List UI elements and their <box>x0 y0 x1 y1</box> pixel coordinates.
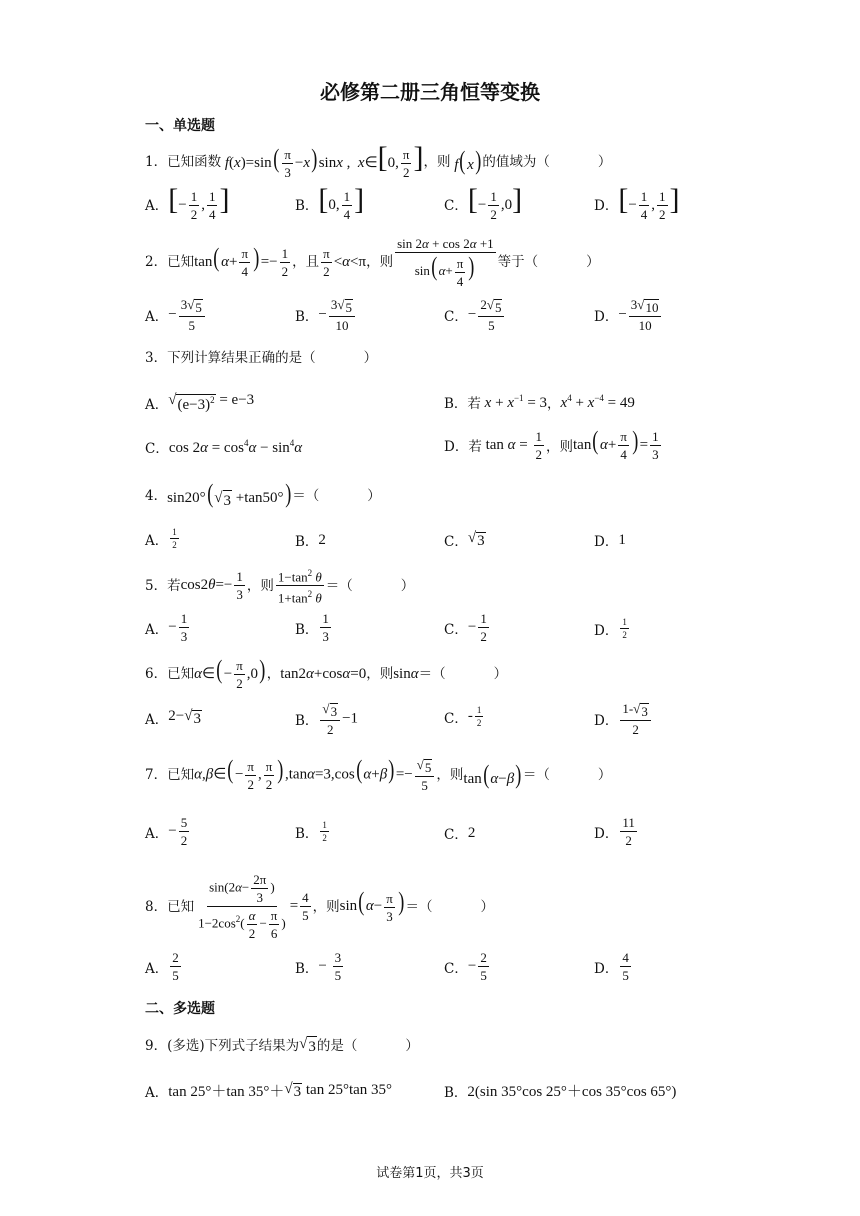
option-a[interactable]: A． − 3√ 5 5 <box>145 297 207 333</box>
option-a[interactable]: A． $\frac{1}{2}$ <box>145 527 177 550</box>
option-b[interactable]: B． − 3√ 5 10 <box>295 297 357 333</box>
option-b[interactable]: B． √ 3 2 −1 <box>295 701 359 737</box>
question-7: 7． 已知 α,β∈(− $\frac{\pi}{2}$ , $\frac{\pi}{2}$ ),tanα=3,cos(α+β)=− √ 5 5 ，则 tan(α−β) ＝（ ） <box>145 755 612 793</box>
question-4: 4． sin20°(√ 3 +tan50°) ＝（ ） <box>145 479 381 509</box>
option-c[interactable]: C． 2 <box>444 824 476 843</box>
option-a[interactable]: A． − $\frac{1}{3}$ <box>145 611 188 644</box>
question-6: 6． 已知 α∈(− $\frac{\pi}{2}$ ,0) ， tan2α+cosα=0 ，则 sinα ＝（ ） <box>145 655 508 692</box>
option-d[interactable]: D． [− $\frac{1}{4}$ , $\frac{1}{2}$ ] <box>594 183 680 223</box>
option-b[interactable]: B． − $\frac{3}{5}$ <box>295 950 342 983</box>
option-b[interactable]: B． $\frac{1}{2}$ <box>295 820 327 843</box>
option-d[interactable]: D． $\frac{11}{2}$ <box>594 815 635 848</box>
option-c[interactable]: C． - $\frac{1}{2}$ <box>444 705 482 728</box>
question-9: 9． (多选)下列式子结果为 √ 3 的是（ ） <box>145 1036 419 1055</box>
option-c[interactable]: C． $\cos 2\alpha = \cos^4\alpha - \sin^4\alpha$ <box>145 437 303 457</box>
option-c[interactable]: C． − $\frac{2}{5}$ <box>444 950 487 983</box>
option-a[interactable]: A． [− $\frac{1}{2}$ , $\frac{1}{4}$ ] <box>145 183 230 223</box>
question-5: 5． 若 cos2θ=− $\frac{1}{3}$ ，则 $\frac{1-\tan^2 \theta}{1+\tan^2 \theta}$ ＝（ ） <box>145 568 415 606</box>
option-d[interactable]: D． − 3√ 10 10 <box>594 297 663 333</box>
option-c[interactable]: C． − 2√ 5 5 <box>444 297 506 333</box>
option-c[interactable]: C． − $\frac{1}{2}$ <box>444 611 487 644</box>
option-c[interactable]: C． [− $\frac{1}{2}$ ,0] <box>444 183 523 223</box>
question-8: 8． 已知 sin(2α− $\frac{2\pi}{3}$ ) $1-2\cos^2$( $\frac{\alpha}{2}$ − $\frac{\pi}{6}$ ) = $\frac{4}{5}$ ，则 sin(α− $\frac{\pi}{3}$ ) ＝（ ） <box>145 872 494 941</box>
option-d[interactable]: D． $\frac{4}{5}$ <box>594 950 629 983</box>
question-3: 3． 下列计算结果正确的是（ ） <box>145 350 378 366</box>
question-1: 1． 已知函数 f(x)=sin( $\frac{\pi}{3}$ −x)sinx , x∈[0, $\frac{\pi}{2}$ ] ，则 f(x) 的值域为（ ） <box>145 141 612 181</box>
option-b[interactable]: B． 2 <box>295 531 326 550</box>
option-a[interactable]: A． $\frac{2}{5}$ <box>145 950 179 983</box>
option-b[interactable]: B． [0, $\frac{1}{4}$ ] <box>295 183 365 223</box>
question-2: 2． 已知 tan(α+ $\frac{\pi}{4}$ )=− $\frac{1}{2}$ ，且 $\frac{\pi}{2}$ <α<π ，则 sin 2α + cos 2α +1 sin(α+ $\frac{\pi}{4}$ ) 等于（ ） <box>145 236 600 289</box>
math-expression: f(x)=sin( $\frac{\pi}{3}$ −x)sinx , x∈[0, $\frac{\pi}{2}$ ] <box>224 141 424 181</box>
page-footer: 试卷第1页，共3页 <box>376 1166 484 1181</box>
option-c[interactable]: C． √ 3 <box>444 530 485 550</box>
option-d[interactable]: D． 若 tan α = $\frac{1}{2}$ ，则 tan(α+ $\frac{\pi}{4}$ )= $\frac{1}{3}$ <box>444 426 659 463</box>
option-b[interactable]: B． $\frac{1}{3}$ <box>295 611 329 644</box>
option-a[interactable]: A． 2−√ 3 <box>145 708 201 728</box>
section-heading-multi: 二、多选题 <box>145 1001 215 1017</box>
option-b[interactable]: B． 2(sin 35°cos 25°＋cos 35°cos 65°) <box>444 1084 677 1101</box>
option-d[interactable]: D． 1-√ 3 2 <box>594 701 653 737</box>
option-a[interactable]: A． tan 25°＋tan 35°＋ √ 3 tan 25°tan 35° <box>145 1080 393 1101</box>
page-title: 必修第二册三角恒等变换 <box>320 80 540 104</box>
option-a[interactable]: A． − $\frac{5}{2}$ <box>145 815 188 848</box>
option-d[interactable]: D． 1 <box>594 531 626 550</box>
option-a[interactable]: A． √ $(e-3)^2$ = e−3 <box>145 392 255 413</box>
option-b[interactable]: B． 若 $x + x^{-1} = 3$ ， $x^4 + x^{-4} = 49$ <box>444 392 635 412</box>
section-heading-single: 一、单选题 <box>145 118 215 134</box>
option-d[interactable]: D． $\frac{1}{2}$ <box>594 617 627 640</box>
